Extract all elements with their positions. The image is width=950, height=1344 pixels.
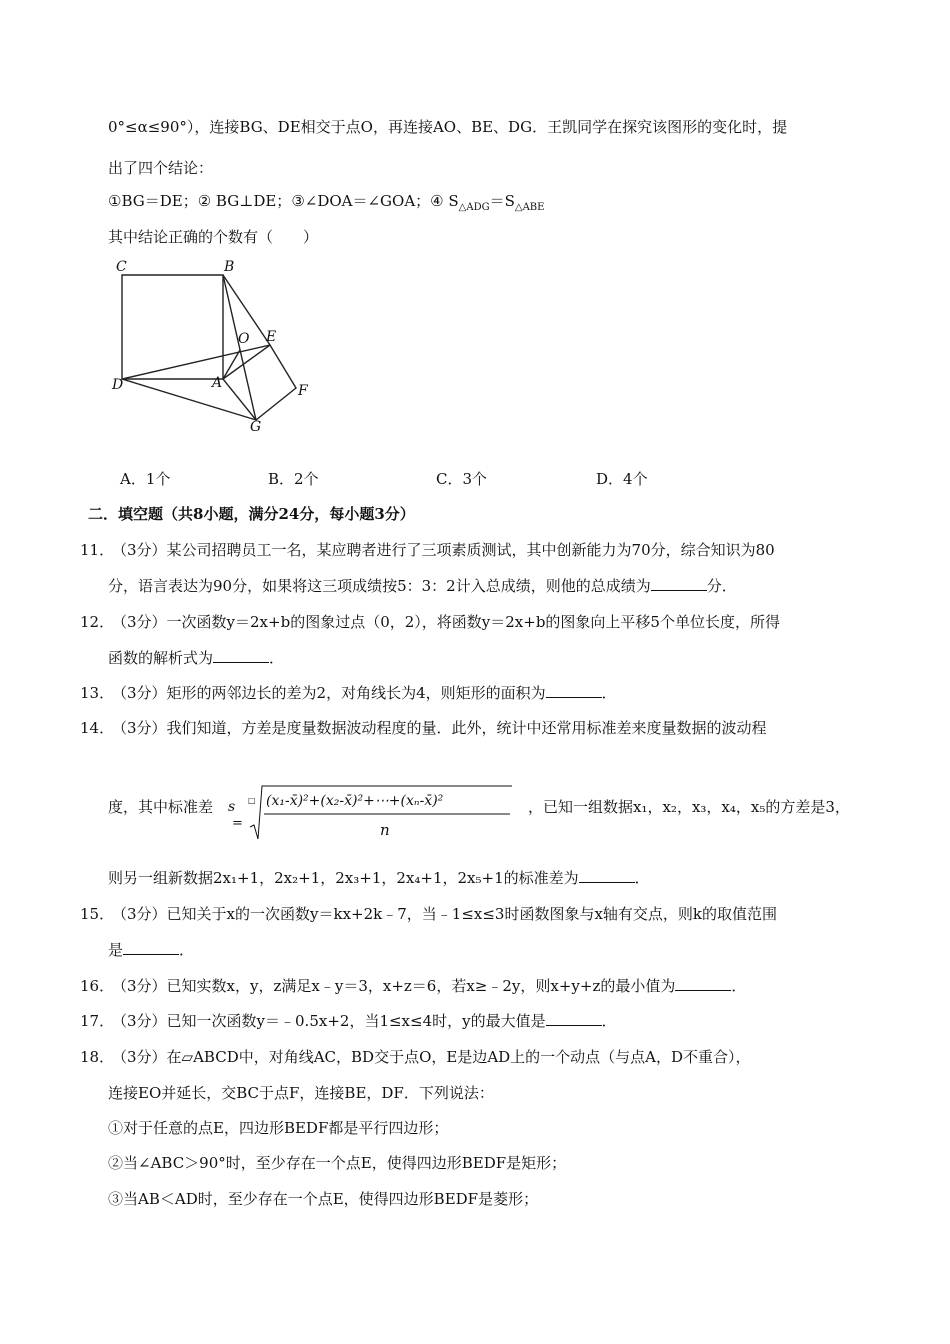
- q15-line2: 是 ．: [108, 941, 195, 959]
- label-a: A: [212, 375, 223, 391]
- formula-numerator: (x₁-x̄)²+(x₂-x̄)²+⋯+(xₙ-x̄)²: [266, 793, 444, 809]
- option-a: A．1个: [120, 470, 171, 488]
- q12-line1: （3分）一次函数y＝2x+b的图象过点（0，2），将函数y＝2x+b的图象向上平移5个单位长度，所得: [112, 613, 780, 631]
- label-d: D: [112, 377, 124, 393]
- q15-line1: （3分）已知关于x的一次函数y＝kx+2k﹣7，当﹣1≤x≤3时函数图象与x轴有交点，则k的取值范围: [112, 905, 778, 923]
- conclusion-3: ③∠DOA＝∠GOA；: [291, 192, 431, 210]
- q12-line2: 函数的解析式为 ．: [108, 649, 285, 667]
- q18-statement-3: ③当AB＜AD时，至少存在一个点E，使得四边形BEDF是菱形；: [108, 1190, 539, 1208]
- geometry-figure: [108, 255, 328, 435]
- formula-eq: =: [232, 816, 243, 831]
- q14-line1: （3分）我们知道，方差是度量数据波动程度的量．此外，统计中还常用标准差来度量数据的波动程: [112, 719, 767, 737]
- conclusion-4: ④ $S_{\triangle ADG}=S_{\triangle ABE}$: [430, 192, 545, 213]
- option-b: B．2个: [268, 470, 319, 488]
- answer-blank: [546, 683, 602, 698]
- q14-line2a: 度，其中标准差: [108, 798, 214, 816]
- label-c: C: [116, 259, 127, 275]
- q14-number: 14．: [80, 719, 115, 737]
- segment-bg: [223, 275, 256, 420]
- q18-line1: （3分）在▱ABCD中，对角线AC，BD交于点O，E是边AD上的一个动点（与点A，D不重合），: [112, 1048, 751, 1066]
- answer-blank: [123, 940, 179, 955]
- q18-statement-1: ①对于任意的点E，四边形BEDF都是平行四边形；: [108, 1119, 449, 1137]
- answer-blank: [579, 868, 635, 883]
- formula-s: s: [228, 799, 236, 815]
- option-d: D．4个: [596, 470, 648, 488]
- q13-line1: （3分）矩形的两邻边长的差为2，对角线长为4，则矩形的面积为 ．: [112, 684, 617, 702]
- q14-line3: 则另一组新数据2x₁+1，2x₂+1，2x₃+1，2x₄+1，2x₅+1的标准差为 ．: [108, 869, 650, 887]
- conclusion-1: ①BG＝DE；: [108, 192, 198, 210]
- q18-statement-2: ②当∠ABC＞90°时，至少存在一个点E，使得四边形BEDF是矩形；: [108, 1154, 567, 1172]
- label-g: G: [250, 419, 262, 435]
- q16-line1: （3分）已知实数x，y，z满足x﹣y＝3，x+z＝6，若x≥﹣2y，则x+y+z的最小值为 ．: [112, 977, 747, 995]
- q11-line2: 分，语言表达为90分，如果将这三项成绩按5：3：2计入总成绩，则他的总成绩为 分．: [108, 577, 737, 595]
- q18-line2: 连接EO并延长，交BC于点F，连接BE，DF．下列说法：: [108, 1084, 494, 1102]
- label-f: F: [298, 383, 308, 399]
- q17-line1: （3分）已知一次函数y＝﹣0.5x+2，当1≤x≤4时，y的最大值是 ．: [112, 1012, 617, 1030]
- q15-number: 15．: [80, 905, 115, 923]
- q11-line1: （3分）某公司招聘员工一名，某应聘者进行了三项素质测试，其中创新能力为70分，综合知识为80: [112, 541, 775, 559]
- q17-number: 17．: [80, 1012, 115, 1030]
- label-b: B: [224, 259, 235, 275]
- square-aefg: [223, 345, 296, 420]
- segment-de: [122, 345, 270, 379]
- formula-denominator: n: [380, 821, 390, 839]
- conclusion-2: ② BG⊥DE；: [197, 192, 292, 210]
- std-dev-formula: [228, 783, 518, 843]
- q10-conclusions: [108, 191, 544, 218]
- formula-box: □: [248, 796, 256, 805]
- q11-number: 11．: [80, 541, 115, 559]
- q14-line2b: ，已知一组数据x₁，x₂，x₃，x₄，x₅的方差是3，: [528, 798, 850, 816]
- square-cbad: [122, 275, 223, 379]
- option-c: C．3个: [436, 470, 488, 488]
- answer-blank: [213, 648, 269, 663]
- q10-line4: 其中结论正确的个数有（ ）: [108, 228, 319, 246]
- answer-blank: [546, 1011, 602, 1026]
- q10-line1: 0°≤α≤90°），连接BG、DE相交于点O，再连接AO、BE、DG．王凯同学在探究该图形的变化时，提: [108, 118, 788, 136]
- q16-number: 16．: [80, 977, 115, 995]
- answer-blank: [651, 576, 707, 591]
- label-e: E: [266, 329, 277, 345]
- section-title: 二．填空题（共8小题，满分24分，每小题3分）: [88, 505, 415, 523]
- segment-dg: [122, 379, 256, 420]
- q18-number: 18．: [80, 1048, 115, 1066]
- label-o: O: [238, 331, 250, 347]
- q12-number: 12．: [80, 613, 115, 631]
- q13-number: 13．: [80, 684, 115, 702]
- answer-blank: [675, 976, 731, 991]
- q10-line2: 出了四个结论：: [108, 159, 214, 177]
